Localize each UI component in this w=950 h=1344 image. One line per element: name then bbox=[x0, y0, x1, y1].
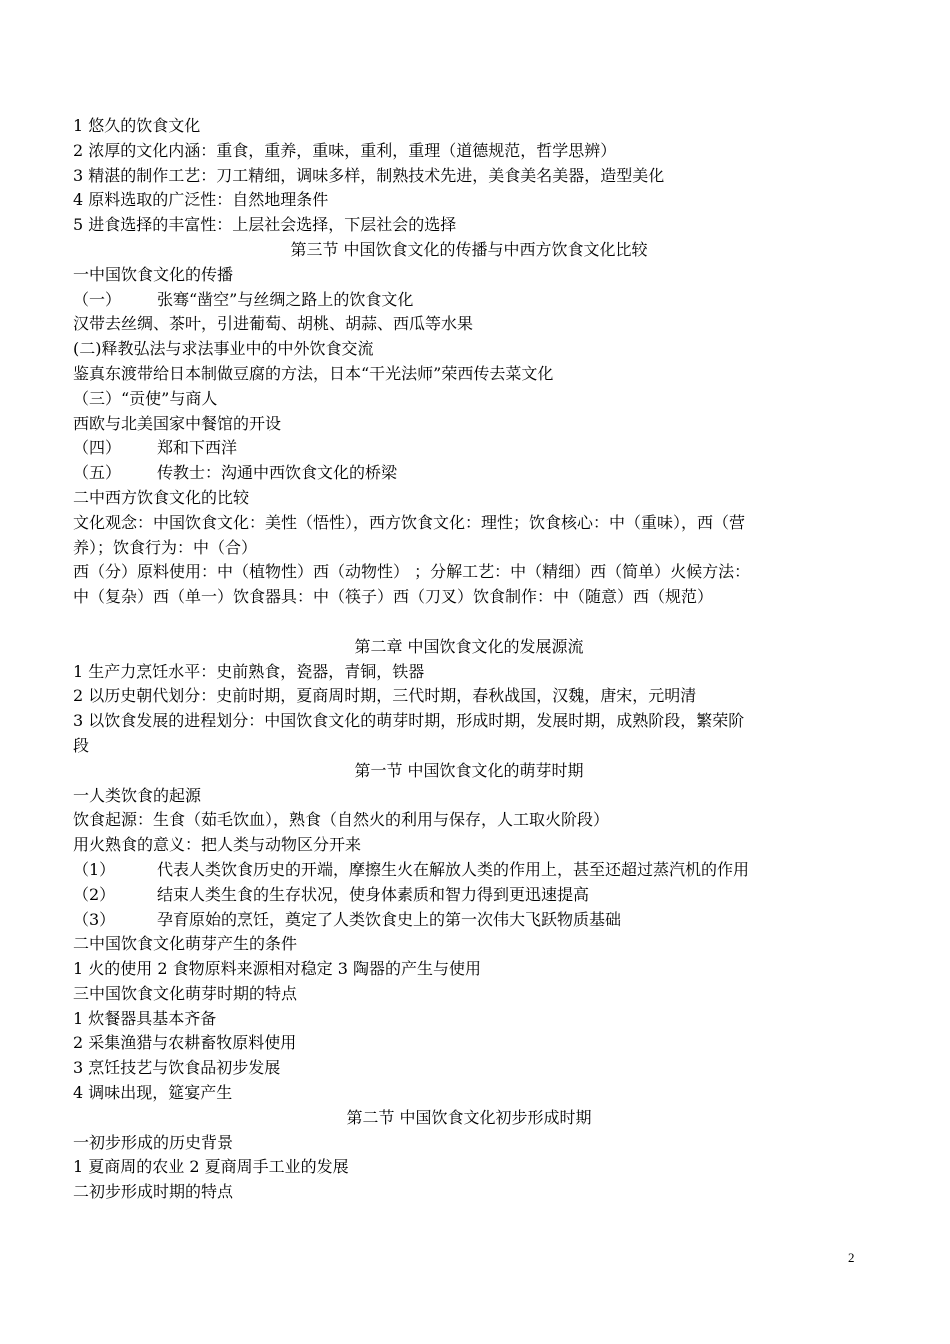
line-text: 文化观念：中国饮食文化：美性（悟性），西方饮食文化：理性；饮食核心：中（重味），西（营 bbox=[73, 512, 746, 532]
text-line bbox=[73, 114, 865, 139]
line-text: 二初步形成时期的特点 bbox=[73, 1182, 234, 1202]
text-line bbox=[73, 1056, 865, 1081]
text-line bbox=[73, 858, 865, 883]
line-text: 一初步形成的历史背景 bbox=[73, 1132, 234, 1152]
text-line bbox=[73, 734, 865, 759]
text-line bbox=[73, 387, 865, 412]
text-line bbox=[73, 164, 865, 189]
line-text: 三中国饮食文化萌芽时期的特点 bbox=[73, 983, 298, 1003]
line-text: 郑和下西洋 bbox=[157, 438, 238, 458]
line-text: 汉带去丝绸、茶叶，引进葡萄、胡桃、胡蒜、西瓜等水果 bbox=[73, 314, 474, 334]
text-line bbox=[73, 1031, 865, 1056]
line-text: 一中国饮食文化的传播 bbox=[73, 264, 234, 284]
blank-line bbox=[73, 610, 865, 635]
line-text: 第三节 中国饮食文化的传播与中西方饮食文化比较 bbox=[290, 239, 648, 259]
line-text: 孕育原始的烹饪，奠定了人类饮食史上的第一次伟大飞跃物质基础 bbox=[157, 909, 622, 929]
line-text: (二)释教弘法与求法事业中的中外饮食交流 bbox=[73, 339, 374, 359]
line-text: （三）“贡使”与商人 bbox=[73, 388, 218, 408]
line-text: 中（复杂）西（单一）饮食器具：中（筷子）西（刀叉）饮食制作：中（随意）西（规范） bbox=[73, 587, 714, 607]
line-text: 第二章 中国饮食文化的发展源流 bbox=[354, 636, 584, 656]
line-text: 西（分）原料使用：中（植物性）西（动物性） ；分解工艺：中（精细）西（简单）火候方法： bbox=[73, 562, 751, 582]
text-line bbox=[73, 461, 865, 486]
text-line bbox=[73, 560, 865, 585]
text-line bbox=[73, 1081, 865, 1106]
text-line bbox=[73, 1007, 865, 1032]
text-line bbox=[73, 1131, 865, 1156]
line-text: 1 火的使用 2 食物原料来源相对稳定 3 陶器的产生与使用 bbox=[73, 959, 481, 979]
text-line bbox=[73, 957, 865, 982]
line-text: 3 烹饪技艺与饮食品初步发展 bbox=[73, 1058, 281, 1078]
text-line bbox=[73, 312, 865, 337]
line-text: 代表人类饮食历史的开端，摩擦生火在解放人类的作用上，甚至还超过蒸汽机的作用 bbox=[157, 859, 750, 879]
line-text: 2 采集渔猎与农耕畜牧原料使用 bbox=[73, 1033, 297, 1053]
text-line bbox=[73, 585, 865, 610]
line-text: 西欧与北美国家中餐馆的开设 bbox=[73, 413, 282, 433]
list-marker: （四） bbox=[73, 438, 122, 458]
text-line bbox=[73, 833, 865, 858]
line-text: 饮食起源：生食（茹毛饮血），熟食（自然火的利用与保存，人工取火阶段） bbox=[73, 810, 610, 830]
line-text: 1 夏商周的农业 2 夏商周手工业的发展 bbox=[73, 1157, 349, 1177]
line-text: 结束人类生食的生存状况，使身体素质和智力得到更迅速提高 bbox=[157, 884, 590, 904]
line-text: 一人类饮食的起源 bbox=[73, 785, 202, 805]
text-line bbox=[73, 511, 865, 536]
text-line bbox=[73, 263, 865, 288]
line-text: 4 调味出现，筵宴产生 bbox=[73, 1083, 233, 1103]
list-marker: （2） bbox=[73, 884, 116, 904]
line-text: 5 进食选择的丰富性：上层社会选择，下层社会的选择 bbox=[73, 215, 457, 235]
section-heading bbox=[73, 1106, 865, 1131]
line-text: 3 以饮食发展的进程划分：中国饮食文化的萌芽时期，形成时期，发展时期，成熟阶段，繁荣阶 bbox=[73, 711, 745, 731]
line-text: 第一节 中国饮食文化的萌芽时期 bbox=[354, 760, 584, 780]
text-line bbox=[73, 932, 865, 957]
text-line bbox=[73, 684, 865, 709]
line-text: 段 bbox=[73, 735, 90, 755]
section-heading bbox=[73, 238, 865, 263]
text-line bbox=[73, 139, 865, 164]
text-line bbox=[73, 436, 865, 461]
line-text: 鉴真东渡带给日本制做豆腐的方法，日本“干光法师”荣西传去菜文化 bbox=[73, 363, 554, 383]
line-text: 传教士：沟通中西饮食文化的桥梁 bbox=[157, 463, 398, 483]
line-text: 二中国饮食文化萌芽产生的条件 bbox=[73, 934, 298, 954]
line-text: 第二节 中国饮食文化初步形成时期 bbox=[346, 1107, 592, 1127]
line-text: 2 以历史朝代划分：史前时期，夏商周时期，三代时期，春秋战国，汉魏，唐宋，元明清 bbox=[73, 686, 697, 706]
line-text: 4 原料选取的广泛性：自然地理条件 bbox=[73, 190, 329, 210]
text-line bbox=[73, 908, 865, 933]
text-line bbox=[73, 536, 865, 561]
text-line bbox=[73, 660, 865, 685]
document-body bbox=[73, 114, 865, 1205]
page-number: 2 bbox=[848, 1250, 855, 1265]
text-line bbox=[73, 808, 865, 833]
text-line bbox=[73, 982, 865, 1007]
line-text: 二中西方饮食文化的比较 bbox=[73, 487, 250, 507]
text-line bbox=[73, 784, 865, 809]
line-text: 1 生产力烹饪水平：史前熟食，瓷器，青铜，铁器 bbox=[73, 661, 425, 681]
list-marker: （一） bbox=[73, 289, 122, 309]
text-line bbox=[73, 362, 865, 387]
line-text: 张骞“凿空”与丝绸之路上的饮食文化 bbox=[157, 289, 414, 309]
text-line bbox=[73, 188, 865, 213]
list-marker: （1） bbox=[73, 859, 116, 879]
line-text: 1 悠久的饮食文化 bbox=[73, 116, 201, 135]
text-line bbox=[73, 1155, 865, 1180]
text-line bbox=[73, 1180, 865, 1205]
line-text: 养）；饮食行为：中（合） bbox=[73, 537, 258, 557]
text-line bbox=[73, 486, 865, 511]
text-line bbox=[73, 883, 865, 908]
section-heading bbox=[73, 759, 865, 784]
line-text: 用火熟食的意义：把人类与动物区分开来 bbox=[73, 835, 362, 855]
section-heading bbox=[73, 635, 865, 660]
text-line bbox=[73, 213, 865, 238]
list-marker: （3） bbox=[73, 909, 116, 929]
text-line bbox=[73, 288, 865, 313]
text-line bbox=[73, 337, 865, 362]
list-marker: （五） bbox=[73, 463, 122, 483]
text-line bbox=[73, 412, 865, 437]
text-line bbox=[73, 709, 865, 734]
line-text: 1 炊餐器具基本齐备 bbox=[73, 1008, 217, 1028]
line-text: 2 浓厚的文化内涵：重食，重养，重味，重利，重理（道德规范，哲学思辨） bbox=[73, 140, 617, 160]
line-text: 3 精湛的制作工艺：刀工精细，调味多样，制熟技术先进，美食美名美器，造型美化 bbox=[73, 165, 665, 185]
